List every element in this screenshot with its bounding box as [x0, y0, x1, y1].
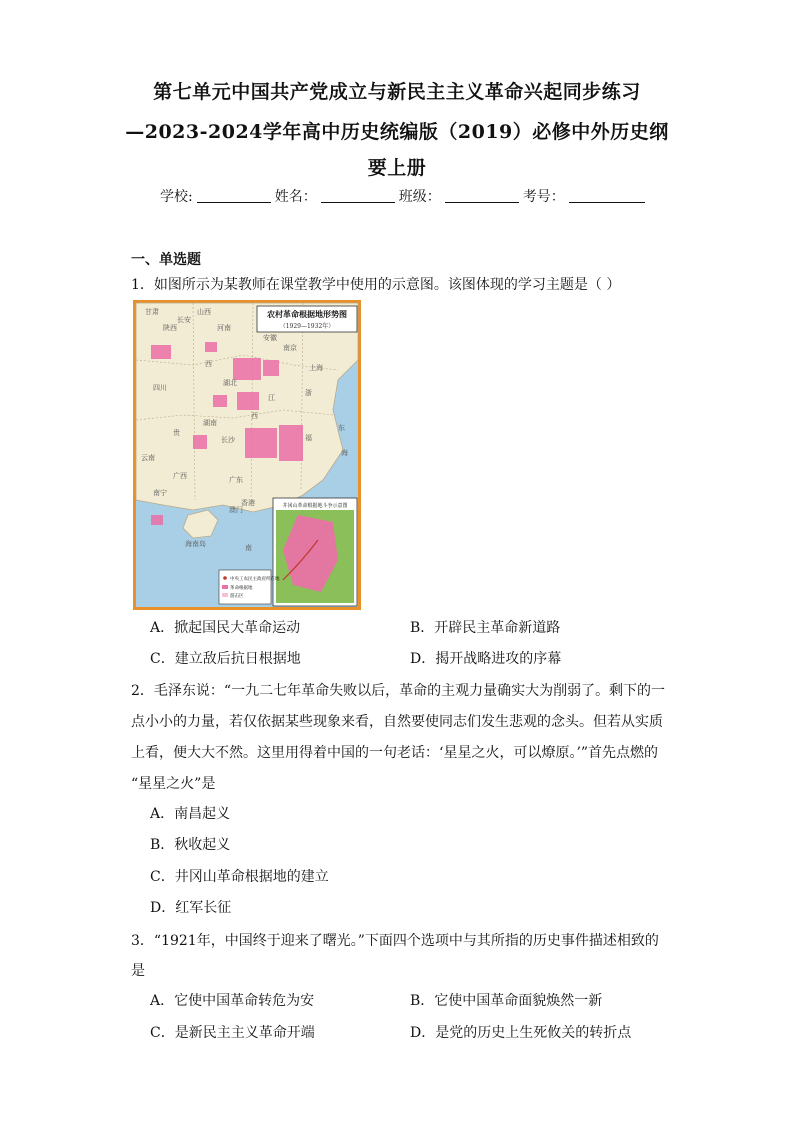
svg-text:安徽: 安徽: [263, 334, 277, 342]
question-3-stem-line-1: 3．“1921年，中国终于迎来了曙光。”下面四个选项中与其所指的历史事件描述相致的: [131, 933, 659, 949]
svg-text:贵: 贵: [173, 429, 180, 437]
q1-option-b[interactable]: B．开辟民主革命新道路: [410, 620, 561, 636]
name-label: 姓名：: [274, 189, 317, 205]
svg-text:澳门: 澳门: [229, 506, 243, 514]
map-legend: [219, 570, 280, 604]
q2-option-d[interactable]: D．红军长征: [150, 900, 232, 916]
svg-text:海: 海: [341, 449, 348, 457]
question-2-stem-line-4: “星星之火”是: [131, 776, 216, 792]
question-2-stem-line-3: 上看，便大大不然。这里用得着中国的一句老话：‘星星之火，可以燎原。’”首先点燃的: [131, 745, 659, 761]
q1-option-c[interactable]: C．建立敌后抗日根据地: [150, 651, 301, 667]
svg-text:长安: 长安: [177, 316, 191, 324]
id-blank[interactable]: [569, 186, 645, 203]
legend-guerrilla: 游击区: [230, 594, 244, 599]
svg-text:湖南: 湖南: [203, 419, 217, 427]
id-label: 考号：: [522, 189, 565, 205]
class-blank[interactable]: [445, 186, 519, 203]
svg-text:山西: 山西: [197, 308, 211, 316]
q3-option-b[interactable]: B．它使中国革命面貌焕然一新: [410, 993, 603, 1009]
svg-text:陕西: 陕西: [163, 324, 177, 332]
q3-option-c[interactable]: C．是新民主主义革命开端: [150, 1025, 315, 1041]
name-blank[interactable]: [321, 186, 395, 203]
svg-text:南宁: 南宁: [153, 489, 167, 497]
map-title: 农村革命根据地形势图: [267, 309, 347, 319]
map-image: [133, 300, 361, 610]
school-blank[interactable]: [197, 186, 271, 203]
legend-base: 革命根据地: [230, 586, 253, 591]
q1-option-a[interactable]: A．掀起国民大革命运动: [150, 620, 301, 636]
svg-text:西: 西: [251, 412, 258, 420]
svg-text:海南岛: 海南岛: [185, 540, 206, 548]
svg-text:长沙: 长沙: [221, 436, 235, 444]
svg-text:甘肃: 甘肃: [145, 308, 159, 316]
svg-text:上海: 上海: [309, 364, 323, 372]
question-1-stem: 1．如图所示为某教师在课堂教学中使用的示意图。该图体现的学习主题是（ ）: [131, 277, 621, 293]
question-3-stem-line-2: 是: [131, 963, 145, 979]
svg-text:广西: 广西: [173, 472, 187, 480]
svg-text:南京: 南京: [283, 344, 297, 352]
q3-option-d[interactable]: D．是党的历史上生死攸关的转折点: [410, 1025, 632, 1041]
class-label: 班级：: [398, 189, 441, 205]
map-subtitle: （1929—1932年）: [279, 323, 335, 330]
svg-text:河南: 河南: [217, 324, 231, 332]
question-2-stem-line-1: 2．毛泽东说：“一九二七年革命失败以后，革命的主观力量确实大为削弱了。剩下的一: [131, 683, 666, 699]
svg-text:广东: 广东: [229, 476, 243, 484]
title-line-2: —2023-2024学年高中历史统编版（2019）必修中外历史纲: [125, 121, 669, 143]
legend-capital: 中央工农民主政府所在地: [230, 577, 280, 582]
q3-option-a[interactable]: A．它使中国革命转危为安: [150, 993, 315, 1009]
svg-text:云南: 云南: [141, 454, 155, 462]
svg-text:东: 东: [338, 424, 345, 432]
svg-text:江: 江: [268, 394, 275, 402]
question-2-stem-line-2: 点小小的力量，若仅依据某些现象来看，自然要使同志们发生悲观的念头。但若从实质: [131, 714, 663, 730]
title-line-1: 第七单元中国共产党成立与新民主主义革命兴起同步练习: [153, 81, 641, 103]
q2-option-a[interactable]: A．南昌起义: [150, 806, 231, 822]
svg-text:香港: 香港: [241, 499, 255, 507]
revolution-base-map: [133, 300, 361, 610]
section-heading: 一、单选题: [131, 252, 201, 268]
svg-text:福: 福: [305, 434, 312, 442]
q2-option-b[interactable]: B．秋收起义: [150, 837, 231, 853]
svg-text:浙: 浙: [305, 389, 312, 397]
inset-map: [273, 498, 357, 606]
inset-title: 井冈山革命根据地斗争示意图: [282, 503, 348, 509]
student-info-row: [160, 186, 645, 206]
school-label: 学校:: [160, 189, 193, 205]
svg-text:四川: 四川: [153, 384, 167, 392]
title-line-3: 要上册: [367, 157, 427, 179]
svg-text:湖北: 湖北: [223, 379, 237, 387]
q2-option-c[interactable]: C．井冈山革命根据地的建立: [150, 869, 329, 885]
svg-text:西: 西: [205, 360, 212, 368]
svg-text:南: 南: [245, 544, 252, 552]
q1-option-d[interactable]: D．揭开战略进攻的序幕: [410, 651, 562, 667]
